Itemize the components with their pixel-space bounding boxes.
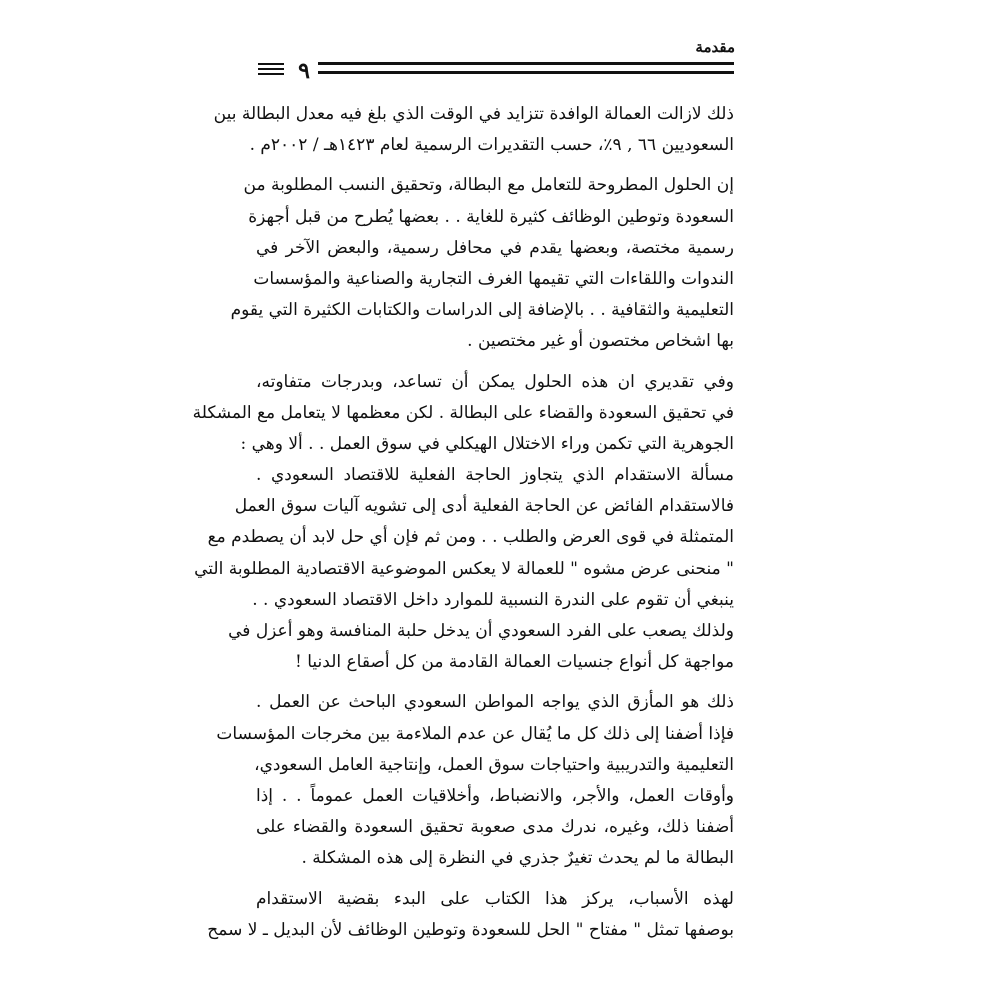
header-rule-bottom xyxy=(318,71,734,74)
chapter-title: مقدمة xyxy=(695,38,735,56)
text-line: المتمثلة في قوى العرض والطلب . . ومن ثم فإن أي حل لابد أن يصطدم مع xyxy=(207,527,734,548)
body-text xyxy=(192,99,734,946)
page-number-bar xyxy=(258,68,284,70)
paragraph xyxy=(230,170,734,357)
text-line: التعليمية والثقافية . . بالإضافة إلى الدراسات والكتابات الكثيرة التي يقوم xyxy=(230,300,734,321)
text-line: فالاستقدام الفائض عن الحاجة الفعلية أدى إلى تشويه آليات سوق العمل xyxy=(234,496,734,517)
text-line: " منحنى عرض مشوه " للعمالة لا يعكس الموضوعية الاقتصادية المطلوبة التي xyxy=(194,558,734,579)
text-line: وأوقات العمل، والأجر، والانضباط، وأخلاقيات العمل عموماً . . إذا xyxy=(256,785,734,806)
text-line: مسألة الاستقدام الذي يتجاوز الحاجة الفعلية للاقتصاد السعودي . xyxy=(256,465,734,486)
text-line: ذلك هو المأزق الذي يواجه المواطن السعودي الباحث عن العمل . xyxy=(256,692,734,713)
text-line: الجوهرية التي تكمن وراء الاختلال الهيكلي في سوق العمل . . ألا وهي : xyxy=(240,433,734,454)
page-number-bar xyxy=(258,73,284,75)
text-line: مواجهة كل أنواع جنسيات العمالة القادمة من كل أصقاع الدنيا ! xyxy=(295,652,734,673)
text-line: بها اشخاص مختصون أو غير مختصين . xyxy=(467,331,734,352)
paragraph xyxy=(216,687,734,874)
text-line: فإذا أضفنا إلى ذلك كل ما يُقال عن عدم الملاءمة بين مخرجات المؤسسات xyxy=(216,723,734,744)
text-line: أضفنا ذلك، وغيره، ندرك مدى صعوبة تحقيق السعودة والقضاء على xyxy=(256,817,734,838)
text-line: ولذلك يصعب على الفرد السعودي أن يدخل حلبة المنافسة وهو أعزل في xyxy=(228,621,734,641)
text-line: ذلك لازالت العمالة الوافدة تتزايد في الوقت الذي بلغ فيه معدل البطالة بين xyxy=(213,104,734,124)
text-line: الندوات واللقاءات التي تقيمها الغرف التجارية والصناعية والمؤسسات xyxy=(253,268,734,289)
paragraph xyxy=(213,99,734,161)
text-line: بوصفها تمثل " مفتاح " الحل للسعودة وتوطين الوظائف لأن البديل ـ لا سمح xyxy=(207,919,734,940)
text-line: وفي تقديري ان هذه الحلول يمكن أن تساعد، وبدرجات متفاوته، xyxy=(256,371,734,392)
text-line: رسمية مختصة، وبعضها يقدم في محافل رسمية، والبعض الآخر في xyxy=(256,237,734,258)
page-number-bar xyxy=(258,63,284,65)
paragraph xyxy=(192,367,734,679)
text-line: ينبغي أن تقوم على الندرة النسبية للموارد داخل الاقتصاد السعودي . . xyxy=(252,589,734,610)
page-number: ٩ xyxy=(298,58,310,84)
text-line: في تحقيق السعودة والقضاء على البطالة . لكن معظمها لا يتعامل مع المشكلة xyxy=(192,402,734,423)
header-rule-top xyxy=(318,62,734,65)
text-line: التعليمية والتدريبية واحتياجات سوق العمل، وإنتاجية العامل السعودي، xyxy=(254,754,734,775)
text-line: إن الحلول المطروحة للتعامل مع البطالة، وتحقيق النسب المطلوبة من xyxy=(243,175,734,196)
text-line: لهذه الأسباب، يركز هذا الكتاب على البدء بقضية الاستقدام xyxy=(256,888,734,909)
text-line: السعودة وتوطين الوظائف كثيرة للغاية . . بعضها يُطرح من قبل أجهزة xyxy=(248,206,734,227)
paragraph xyxy=(207,884,734,946)
text-line: السعوديين ٦٦ , ٩٪، حسب التقديرات الرسمية لعام ١٤٢٣هـ / ٢٠٠٢م . xyxy=(249,135,734,156)
text-line: البطالة ما لم يحدث تغيرٌ جذري في النظرة إلى هذه المشكلة . xyxy=(301,848,734,869)
